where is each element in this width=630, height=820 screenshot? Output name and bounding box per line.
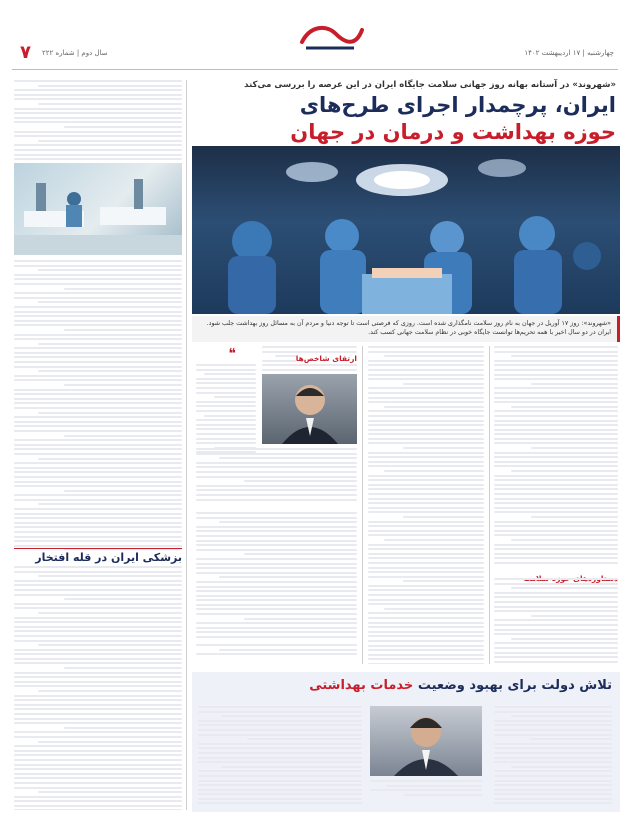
surgery-photo xyxy=(192,146,620,314)
column-divider-right xyxy=(489,346,490,664)
left-subhead-text: بزشکی ایران در قله افتخار xyxy=(35,551,182,564)
interview-subhead-text: ارتقای شاخص‌ها xyxy=(295,354,357,363)
headline-line-1: ایران، پرچمدار اجرای طرح‌های xyxy=(299,93,616,117)
left-column-text-top xyxy=(14,80,182,160)
quote-icon: ❝ xyxy=(228,346,236,362)
headline-line-2: حوزه بهداشت و درمان در جهان xyxy=(290,120,616,144)
center-column-b xyxy=(196,512,357,642)
photo-caption-text: «شهروند»: روز ۱۷ آوریل در جهان به نام روز سلامت نامگذاری شده است. روزی که فرصتی است تا توجه دنیا و مردم آن به مسائل روز بهداشت جلب شود. ایران در دو سال اخیر با همه تحریم‌ها توانست جایگاه خوبی در نظام سلامت جهانی کسب کند. xyxy=(206,320,611,337)
minister-portrait-icon xyxy=(370,706,482,776)
surgery-scene-icon xyxy=(192,146,620,314)
left-column-text-bottom xyxy=(14,566,182,810)
column-divider-center xyxy=(362,346,363,664)
page-number: ۷ xyxy=(20,42,31,63)
logo-mark-icon xyxy=(296,20,366,56)
bottom-col-right xyxy=(494,706,612,806)
hospital-photo xyxy=(14,163,182,255)
bottom-col-left xyxy=(198,706,362,806)
hospital-beds-icon xyxy=(14,163,182,255)
right-column-bottom xyxy=(494,578,618,664)
center-right-column xyxy=(368,346,484,664)
column-divider-left xyxy=(186,80,187,810)
left-subhead xyxy=(14,548,182,564)
interview-subhead xyxy=(262,346,357,365)
official-portrait xyxy=(262,374,357,444)
right-column-top xyxy=(494,346,618,564)
bottom-headline xyxy=(200,678,612,693)
bottom-portrait xyxy=(370,706,482,776)
newspaper-logo xyxy=(296,20,366,56)
left-column-text-mid xyxy=(14,260,182,550)
bottom-col-mid xyxy=(370,780,482,808)
date-line: چهارشنبه | ۱۷ اردیبهشت ۱۴۰۲ xyxy=(524,49,614,57)
bottom-article-box xyxy=(192,672,620,812)
official-portrait-icon xyxy=(262,374,357,444)
issue-line: سال دوم | شماره ۲۲۲ xyxy=(42,49,108,57)
kicker: «شهروند» در آستانه بهانه روز جهانی سلامت جایگاه ایران در این عرصه را بررسی می‌کند xyxy=(244,80,616,90)
bottom-headline-part2: خدمات بهداشتی xyxy=(309,678,414,693)
bottom-headline-part1: تلاش دولت برای بهبود وضعیت xyxy=(417,678,612,693)
photo-caption xyxy=(192,316,620,342)
center-column-c xyxy=(196,448,357,508)
center-column-d xyxy=(196,644,357,664)
